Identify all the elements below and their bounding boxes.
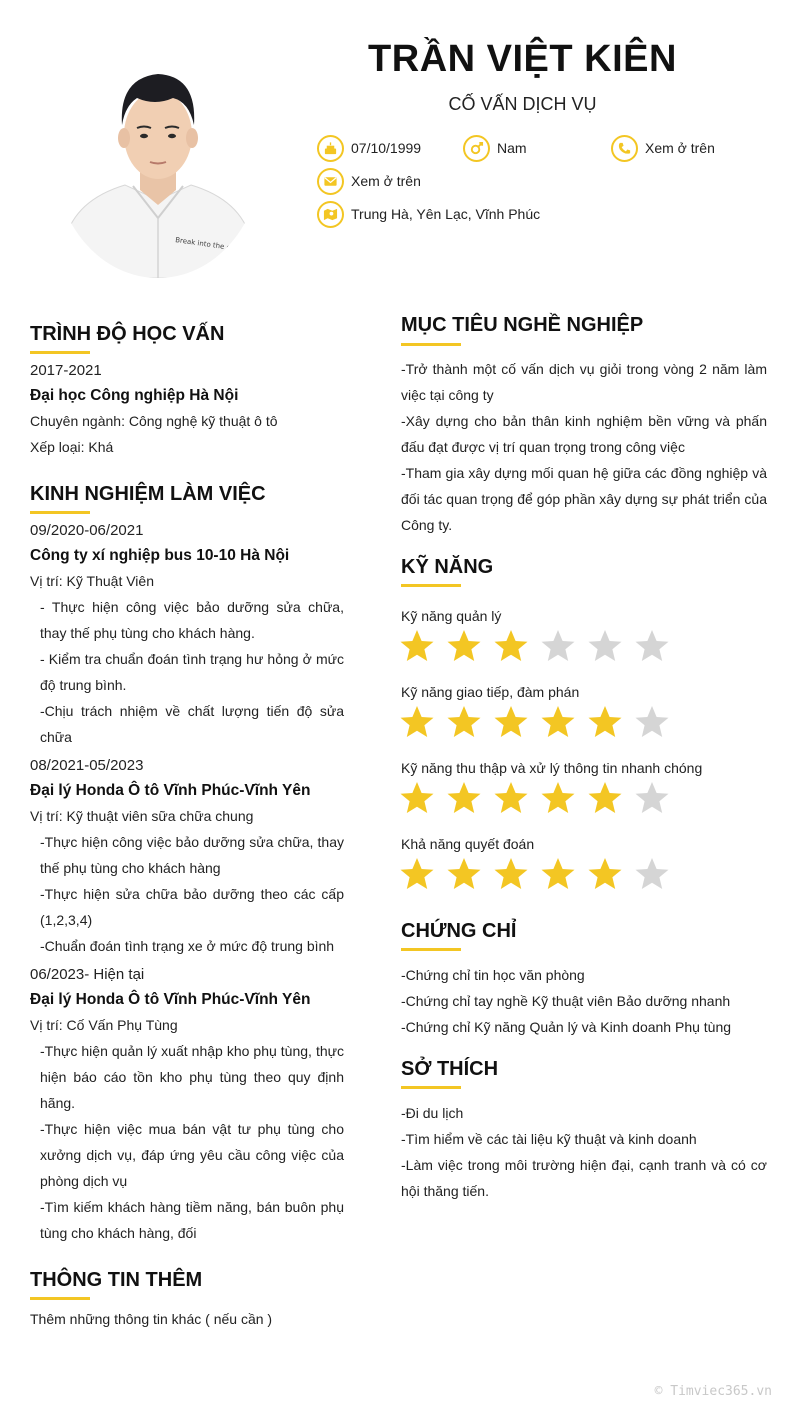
extra-info-text: Thêm những thông tin khác ( nếu cần ) — [30, 1311, 273, 1327]
job-task: -Thực hiện công việc bảo dưỡng sửa chữa, thay thế phụ tùng cho khách hàng — [40, 834, 344, 876]
skills-title: KỸ NĂNG — [401, 556, 494, 578]
star-icon — [446, 628, 482, 664]
cake-icon — [317, 135, 344, 162]
skill-name: Kỹ năng quản lý — [401, 608, 502, 624]
star-icon — [493, 856, 529, 892]
profile-photo — [55, 40, 261, 278]
skills-title-underline — [401, 584, 461, 587]
experience-title: KINH NGHIỆM LÀM VIỆC — [30, 483, 266, 505]
job-company: Công ty xí nghiệp bus 10-10 Hà Nội — [30, 547, 290, 564]
watermark: © Timviec365.vn — [654, 1384, 772, 1399]
job-task: - Kiểm tra chuẩn đoán tình trạng hư hỏng ở mức độ trung bình. — [40, 651, 344, 693]
star-icon — [634, 628, 670, 664]
gender-icon — [463, 135, 490, 162]
star-icon — [399, 780, 435, 816]
birthdate-info — [317, 134, 421, 162]
extra-info-title-underline — [30, 1297, 90, 1300]
hobby-item: -Đi du lịch — [401, 1105, 464, 1121]
job-task: -Chịu trách nhiệm về chất lượng tiến độ sửa chữa — [40, 703, 344, 745]
objective-title-underline — [401, 343, 461, 346]
address-info — [317, 200, 540, 228]
hobby-item: -Làm việc trong môi trường hiện đại, cạnh tranh và có cơ hội thăng tiến. — [401, 1157, 767, 1199]
objective-item: -Tham gia xây dựng mối quan hệ giữa các đồng nghiệp và đối tác quan trọng để góp phần xây dựng sự phát triển của Công ty. — [401, 465, 767, 533]
star-icon — [446, 704, 482, 740]
map-pin-icon — [317, 201, 344, 228]
objective-item: -Xây dựng cho bản thân kinh nghiệm bền vững và phấn đấu đạt được vị trí quan trọng trong công việc — [401, 413, 767, 455]
skill-rating — [399, 628, 670, 664]
objective-item: -Trở thành một cố vấn dịch vụ giỏi trong vòng 2 năm làm việc tại công ty — [401, 361, 767, 403]
star-icon — [540, 628, 576, 664]
job-position: Vị trí: Kỹ thuật viên sữa chữa chung — [30, 808, 254, 824]
star-icon — [540, 856, 576, 892]
skill-name: Kỹ năng thu thập và xử lý thông tin nhanh chóng — [401, 760, 703, 776]
star-icon — [399, 628, 435, 664]
star-icon — [634, 704, 670, 740]
certificate-item: -Chứng chỉ Kỹ năng Quản lý và Kinh doanh Phụ tùng — [401, 1019, 732, 1035]
extra-info-title: THÔNG TIN THÊM — [30, 1269, 203, 1291]
skill-name: Kỹ năng giao tiếp, đàm phán — [401, 684, 580, 700]
job-period: 08/2021-05/2023 — [30, 757, 144, 774]
star-icon — [634, 856, 670, 892]
star-icon — [587, 856, 623, 892]
hobbies-title-underline — [401, 1086, 461, 1089]
star-icon — [493, 628, 529, 664]
job-task: -Chuẩn đoán tình trạng xe ở mức độ trung bình — [40, 938, 335, 954]
education-school: Đại học Công nghiệp Hà Nội — [30, 387, 239, 404]
star-icon — [446, 856, 482, 892]
job-task: -Tìm kiếm khách hàng tiềm năng, bán buôn phụ tùng cho khách hàng, đối — [40, 1199, 344, 1241]
job-task: -Thực hiện sửa chữa bảo dưỡng theo các cấp (1,2,3,4) — [40, 886, 344, 928]
certificates-title-underline — [401, 948, 461, 951]
email-text: Xem ở trên — [351, 173, 421, 189]
star-icon — [540, 704, 576, 740]
job-period: 06/2023- Hiện tại — [30, 966, 145, 983]
star-icon — [493, 780, 529, 816]
star-icon — [587, 704, 623, 740]
star-icon — [634, 780, 670, 816]
phone-info — [611, 134, 715, 162]
svg-text:Break into the city: Break into the city — [174, 236, 240, 253]
star-icon — [399, 856, 435, 892]
star-icon — [587, 780, 623, 816]
star-icon — [587, 628, 623, 664]
objective-title: MỤC TIÊU NGHỀ NGHIỆP — [401, 314, 644, 336]
certificate-item: -Chứng chỉ tin học văn phòng — [401, 967, 585, 983]
experience-title-underline — [30, 511, 90, 514]
job-company: Đại lý Honda Ô tô Vĩnh Phúc-Vĩnh Yên — [30, 782, 311, 799]
candidate-name: TRẦN VIỆT KIÊN — [368, 38, 677, 80]
candidate-role: CỐ VẤN DỊCH VỤ — [448, 94, 597, 114]
education-title: TRÌNH ĐỘ HỌC VẤN — [30, 323, 225, 345]
skill-rating — [399, 704, 670, 740]
job-position: Vị trí: Cố Vấn Phụ Tùng — [30, 1017, 178, 1033]
hobbies-title: SỞ THÍCH — [401, 1058, 499, 1080]
education-period: 2017-2021 — [30, 362, 102, 379]
star-icon — [446, 780, 482, 816]
address-text: Trung Hà, Yên Lạc, Vĩnh Phúc — [351, 206, 541, 222]
gender-info — [463, 134, 527, 162]
mail-icon — [317, 168, 344, 195]
certificates-title: CHỨNG CHỈ — [401, 920, 517, 942]
star-icon — [493, 704, 529, 740]
star-icon — [399, 704, 435, 740]
job-task: - Thực hiện công việc bảo dưỡng sửa chữa, thay thế phụ tùng cho khách hàng. — [40, 599, 344, 641]
phone-text: Xem ở trên — [645, 140, 715, 156]
certificate-item: -Chứng chỉ tay nghề Kỹ thuật viên Bảo dưỡng nhanh — [401, 993, 731, 1009]
skill-rating — [399, 780, 670, 816]
education-grade: Xếp loại: Khá — [30, 439, 114, 455]
job-company: Đại lý Honda Ô tô Vĩnh Phúc-Vĩnh Yên — [30, 991, 311, 1008]
job-period: 09/2020-06/2021 — [30, 522, 144, 539]
birthdate-text: 07/10/1999 — [351, 140, 422, 156]
email-info — [317, 167, 421, 195]
education-title-underline — [30, 351, 90, 354]
phone-icon — [611, 135, 638, 162]
skill-name: Khả năng quyết đoán — [401, 836, 535, 852]
job-task: -Thực hiện quản lý xuất nhập kho phụ tùng, thực hiện báo cáo tồn kho phụ tùng theo quy định hãng. — [40, 1043, 344, 1111]
job-position: Vị trí: Kỹ Thuật Viên — [30, 573, 154, 589]
job-task: -Thực hiện việc mua bán vật tư phụ tùng cho xưởng dịch vụ, đáp ứng yêu cầu công việc của phòng dịch vụ — [40, 1121, 344, 1189]
education-major: Chuyên ngành: Công nghệ kỹ thuật ô tô — [30, 413, 278, 429]
gender-text: Nam — [497, 140, 527, 156]
hobby-item: -Tìm hiểm về các tài liệu kỹ thuật và kinh doanh — [401, 1131, 697, 1147]
skill-rating — [399, 856, 670, 892]
star-icon — [540, 780, 576, 816]
